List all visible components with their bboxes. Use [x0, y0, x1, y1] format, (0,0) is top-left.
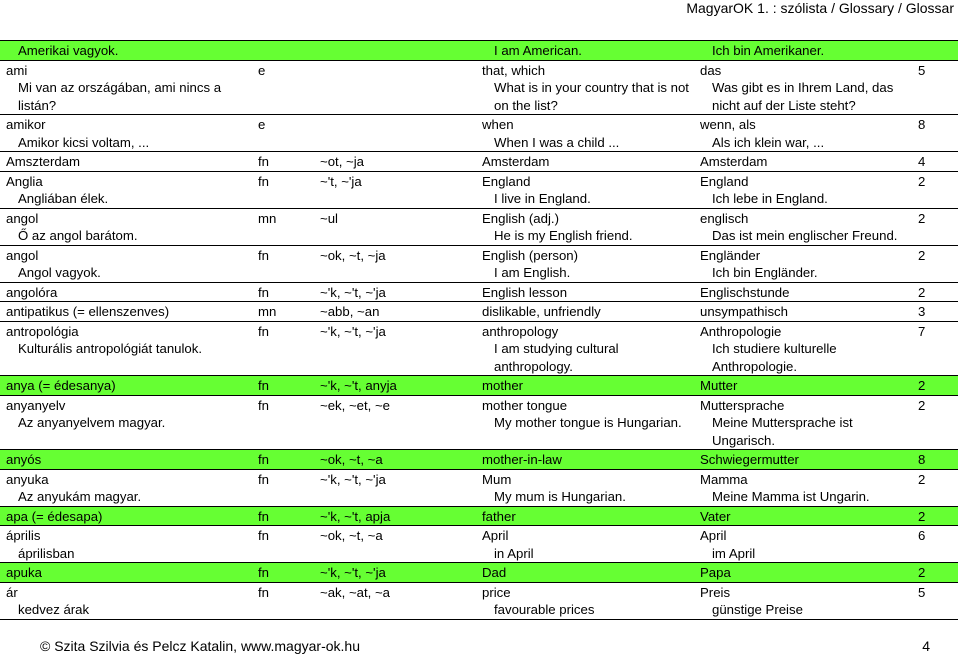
chapter-cell	[916, 171, 958, 208]
chapter-cell	[916, 115, 958, 152]
english-cell-text: English (person)	[482, 247, 579, 263]
inflection-cell-text: ~'t, ~'ja	[320, 173, 362, 189]
german-cell-text: Engländer	[700, 247, 761, 263]
pos-cell	[252, 245, 314, 282]
glossary-table	[0, 40, 958, 620]
pos-cell	[252, 450, 314, 470]
hungarian-cell	[0, 208, 252, 245]
chapter-cell	[916, 395, 958, 450]
inflection-cell-text: ~ok, ~t, ~ja	[320, 247, 386, 263]
chapter-cell-text: 2	[918, 508, 926, 524]
german-cell-text: Mamma	[700, 471, 748, 487]
pos-cell	[252, 115, 314, 152]
hungarian-cell-example: áprilisban	[18, 545, 75, 561]
english-cell	[476, 450, 694, 470]
german-cell-text: englisch	[700, 210, 749, 226]
english-cell-example: What is in your country that is not on the list?	[494, 80, 689, 113]
english-cell-text: that, which	[482, 62, 546, 78]
german-cell	[694, 282, 916, 302]
hungarian-cell	[0, 321, 252, 376]
hungarian-cell-text: április	[6, 528, 41, 543]
pos-cell	[252, 376, 314, 396]
hungarian-cell-text: anyuka	[6, 471, 49, 487]
inflection-cell-text: ~ok, ~t, ~a	[320, 452, 383, 467]
english-cell	[476, 582, 694, 619]
footer-copyright: © Szita Szilvia és Pelcz Katalin, www.magyar-ok.hu	[40, 638, 360, 654]
hungarian-cell	[0, 506, 252, 526]
inflection-cell-text: ~'k, ~'t, apja	[320, 508, 391, 524]
chapter-cell	[916, 506, 958, 526]
pos-cell-text: fn	[258, 323, 269, 339]
german-cell-example: Das ist mein englischer Freund.	[712, 228, 898, 243]
pos-cell	[252, 41, 314, 61]
hungarian-cell	[0, 450, 252, 470]
pos-cell	[252, 208, 314, 245]
german-cell-text: Mutter	[700, 378, 738, 393]
inflection-cell-text: ~ok, ~t, ~a	[320, 528, 383, 543]
inflection-cell	[314, 321, 476, 376]
pos-cell-text: fn	[258, 284, 269, 300]
german-cell-text: Papa	[700, 565, 731, 580]
pos-cell-text: fn	[258, 565, 269, 580]
german-cell-example: Meine Mamma ist Ungarin.	[712, 489, 870, 504]
table-row	[0, 526, 958, 563]
german-cell-text: wenn, als	[700, 117, 756, 132]
chapter-cell	[916, 60, 958, 115]
chapter-cell-text: 5	[918, 62, 926, 78]
pos-cell-text: e	[258, 62, 266, 78]
german-cell-example: Als ich klein war, ...	[712, 134, 825, 150]
table-row	[0, 60, 958, 115]
inflection-cell	[314, 208, 476, 245]
hungarian-cell-example: Amikor kicsi voltam, ...	[18, 134, 150, 150]
english-cell-text: Dad	[482, 565, 507, 580]
page-header	[0, 0, 960, 20]
inflection-cell-text: ~ul	[320, 210, 338, 226]
german-cell-example: Was gibt es in Ihrem Land, das nicht auf der Liste steht?	[712, 80, 894, 113]
inflection-cell-text: ~ak, ~at, ~a	[320, 584, 391, 600]
chapter-cell	[916, 321, 958, 376]
chapter-cell	[916, 582, 958, 619]
inflection-cell	[314, 395, 476, 450]
english-cell	[476, 395, 694, 450]
german-cell-text: das	[700, 62, 722, 78]
pos-cell	[252, 469, 314, 506]
chapter-cell	[916, 526, 958, 563]
german-cell-example: günstige Preise	[712, 602, 803, 617]
hungarian-cell-text: ami	[6, 62, 28, 78]
hungarian-cell	[0, 60, 252, 115]
english-cell	[476, 152, 694, 172]
english-cell-example: My mum is Hungarian.	[494, 489, 626, 504]
english-cell	[476, 115, 694, 152]
chapter-cell-text: 5	[918, 584, 926, 600]
chapter-cell-text: 2	[918, 284, 926, 300]
hungarian-cell	[0, 395, 252, 450]
german-cell-text: Muttersprache	[700, 397, 785, 413]
table-row	[0, 208, 958, 245]
inflection-cell-text: ~'k, ~'t, ~'ja	[320, 565, 386, 580]
english-cell-example: I am English.	[494, 265, 571, 280]
hungarian-cell-text: apuka	[6, 565, 42, 580]
pos-cell	[252, 60, 314, 115]
hungarian-cell-text: angolóra	[6, 284, 58, 300]
inflection-cell	[314, 171, 476, 208]
inflection-cell	[314, 582, 476, 619]
table-row	[0, 171, 958, 208]
german-cell	[694, 450, 916, 470]
english-cell-text: England	[482, 173, 531, 189]
inflection-cell-text: ~'k, ~'t, ~'ja	[320, 471, 386, 487]
hungarian-cell	[0, 376, 252, 396]
table-row	[0, 582, 958, 619]
english-cell-text: mother	[482, 378, 524, 393]
page-number: 4	[922, 638, 930, 654]
english-cell-text: English lesson	[482, 284, 568, 300]
german-cell	[694, 208, 916, 245]
inflection-cell-text: ~ek, ~et, ~e	[320, 397, 391, 413]
table-row	[0, 152, 958, 172]
inflection-cell	[314, 302, 476, 322]
pos-cell-text: fn	[258, 247, 269, 263]
hungarian-cell	[0, 171, 252, 208]
chapter-cell	[916, 208, 958, 245]
english-cell-example: He is my English friend.	[494, 228, 633, 243]
german-cell-example: Ich studiere kulturelle Anthropologie.	[712, 341, 837, 374]
inflection-cell-text: ~'k, ~'t, ~'ja	[320, 284, 386, 300]
pos-cell-text: fn	[258, 452, 269, 467]
pos-cell-text: mn	[258, 304, 277, 319]
hungarian-cell-text: angol	[6, 247, 39, 263]
table-row	[0, 321, 958, 376]
english-cell-example: I live in England.	[494, 191, 591, 206]
pos-cell-text: fn	[258, 508, 269, 524]
english-cell	[476, 469, 694, 506]
english-cell	[476, 171, 694, 208]
english-cell-example: When I was a child ...	[494, 134, 620, 150]
german-cell	[694, 245, 916, 282]
table-row	[0, 302, 958, 322]
english-cell	[476, 282, 694, 302]
hungarian-cell	[0, 282, 252, 302]
german-cell	[694, 115, 916, 152]
pos-cell-text: e	[258, 117, 266, 132]
german-cell-text: Preis	[700, 584, 731, 600]
chapter-cell	[916, 282, 958, 302]
chapter-cell-text: 4	[918, 154, 926, 169]
english-cell-text: English (adj.)	[482, 210, 559, 226]
pos-cell	[252, 321, 314, 376]
chapter-cell-text: 2	[918, 210, 926, 226]
pos-cell	[252, 282, 314, 302]
chapter-cell	[916, 152, 958, 172]
hungarian-cell-example: Angol vagyok.	[18, 265, 101, 280]
hungarian-cell-text: anyanyelv	[6, 397, 66, 413]
german-cell-text: Anthropologie	[700, 323, 782, 339]
inflection-cell	[314, 41, 476, 61]
english-cell	[476, 321, 694, 376]
english-cell-example: My mother tongue is Hungarian.	[494, 415, 682, 430]
english-cell-text: April	[482, 528, 509, 543]
inflection-cell	[314, 469, 476, 506]
hungarian-cell-text: amikor	[6, 117, 46, 132]
chapter-cell	[916, 450, 958, 470]
pos-cell	[252, 506, 314, 526]
pos-cell-text: mn	[258, 210, 277, 226]
german-cell	[694, 60, 916, 115]
german-cell	[694, 469, 916, 506]
german-cell	[694, 395, 916, 450]
hungarian-cell-example: Ő az angol barátom.	[18, 228, 138, 243]
inflection-cell	[314, 60, 476, 115]
hungarian-cell-text: angol	[6, 210, 39, 226]
english-cell	[476, 302, 694, 322]
pos-cell	[252, 395, 314, 450]
hungarian-cell-text: antropológia	[6, 323, 79, 339]
hungarian-cell-example: Az anyanyelvem magyar.	[18, 415, 166, 430]
chapter-cell-text: 8	[918, 452, 926, 467]
german-cell	[694, 506, 916, 526]
german-cell-text: England	[700, 173, 749, 189]
german-cell-example: Ich bin Amerikaner.	[712, 43, 825, 58]
english-cell	[476, 245, 694, 282]
inflection-cell	[314, 506, 476, 526]
inflection-cell	[314, 115, 476, 152]
german-cell	[694, 526, 916, 563]
inflection-cell	[314, 450, 476, 470]
pos-cell-text: fn	[258, 584, 269, 600]
english-cell-text: anthropology	[482, 323, 559, 339]
chapter-cell	[916, 41, 958, 61]
pos-cell	[252, 563, 314, 583]
inflection-cell	[314, 376, 476, 396]
pos-cell-text: fn	[258, 378, 269, 393]
hungarian-cell	[0, 302, 252, 322]
inflection-cell	[314, 245, 476, 282]
table-row	[0, 469, 958, 506]
hungarian-cell-example: Kulturális antropológiát tanulok.	[18, 341, 203, 356]
hungarian-cell	[0, 152, 252, 172]
hungarian-cell-example: Az anyukám magyar.	[18, 489, 142, 504]
german-cell	[694, 563, 916, 583]
english-cell	[476, 208, 694, 245]
german-cell-example: Ich bin Engländer.	[712, 265, 818, 280]
english-cell-example: I am American.	[494, 43, 582, 58]
hungarian-cell-text: Anglia	[6, 173, 43, 189]
chapter-cell	[916, 563, 958, 583]
pos-cell-text: fn	[258, 528, 269, 543]
inflection-cell	[314, 563, 476, 583]
german-cell	[694, 41, 916, 61]
table-row	[0, 376, 958, 396]
hungarian-cell-text: Amszterdam	[6, 154, 81, 169]
pos-cell	[252, 526, 314, 563]
hungarian-cell-text: anyós	[6, 452, 42, 467]
hungarian-cell-example: Angliában élek.	[18, 191, 109, 206]
inflection-cell-text: ~'k, ~'t, anyja	[320, 378, 397, 393]
table-row	[0, 563, 958, 583]
english-cell-example: in April	[494, 545, 534, 561]
german-cell	[694, 302, 916, 322]
hungarian-cell	[0, 115, 252, 152]
german-cell-text: April	[700, 528, 727, 543]
inflection-cell	[314, 152, 476, 172]
table-row	[0, 245, 958, 282]
chapter-cell-text: 8	[918, 117, 926, 132]
german-cell-example: im April	[712, 545, 756, 561]
hungarian-cell	[0, 526, 252, 563]
hungarian-cell	[0, 245, 252, 282]
english-cell-text: father	[482, 508, 516, 524]
english-cell-example: I am studying cultural anthropology.	[494, 341, 619, 374]
chapter-cell-text: 2	[918, 378, 926, 393]
english-cell-text: price	[482, 584, 511, 600]
page-footer	[40, 638, 930, 654]
table-row	[0, 41, 958, 61]
hungarian-cell-text: apa (= édesapa)	[6, 508, 103, 524]
german-cell-text: Vater	[700, 508, 731, 524]
hungarian-cell	[0, 469, 252, 506]
inflection-cell	[314, 282, 476, 302]
english-cell-text: Amsterdam	[482, 154, 550, 169]
chapter-cell-text: 6	[918, 528, 926, 543]
hungarian-cell-text: ár	[6, 584, 18, 600]
table-row	[0, 506, 958, 526]
german-cell	[694, 376, 916, 396]
inflection-cell-text: ~ot, ~ja	[320, 154, 364, 169]
german-cell-text: unsympathisch	[700, 304, 788, 319]
pos-cell	[252, 582, 314, 619]
german-cell	[694, 582, 916, 619]
chapter-cell	[916, 469, 958, 506]
chapter-cell	[916, 302, 958, 322]
german-cell	[694, 152, 916, 172]
chapter-cell-text: 7	[918, 323, 926, 339]
chapter-cell-text: 2	[918, 173, 926, 189]
header-title: MagyarOK 1. : szólista / Glossary / Glossar	[686, 0, 954, 16]
table-row	[0, 282, 958, 302]
german-cell	[694, 321, 916, 376]
german-cell	[694, 171, 916, 208]
hungarian-cell-example: Amerikai vagyok.	[18, 43, 119, 58]
inflection-cell-text: ~'k, ~'t, ~'ja	[320, 323, 386, 339]
chapter-cell	[916, 376, 958, 396]
english-cell	[476, 60, 694, 115]
pos-cell-text: fn	[258, 471, 269, 487]
chapter-cell-text: 2	[918, 397, 926, 413]
chapter-cell-text: 3	[918, 304, 926, 319]
table-row	[0, 450, 958, 470]
english-cell	[476, 563, 694, 583]
german-cell-example: Meine Muttersprache ist Ungarisch.	[712, 415, 853, 448]
table-row	[0, 395, 958, 450]
pos-cell	[252, 302, 314, 322]
pos-cell-text: fn	[258, 397, 269, 413]
hungarian-cell	[0, 582, 252, 619]
german-cell-example: Ich lebe in England.	[712, 191, 828, 206]
inflection-cell	[314, 526, 476, 563]
pos-cell-text: fn	[258, 173, 269, 189]
german-cell-text: Amsterdam	[700, 154, 768, 169]
pos-cell	[252, 171, 314, 208]
english-cell	[476, 526, 694, 563]
pos-cell-text: fn	[258, 154, 269, 169]
german-cell-text: Englischstunde	[700, 284, 790, 300]
english-cell	[476, 41, 694, 61]
pos-cell	[252, 152, 314, 172]
english-cell-text: mother-in-law	[482, 452, 562, 467]
hungarian-cell	[0, 41, 252, 61]
chapter-cell-text: 2	[918, 565, 926, 580]
english-cell-text: Mum	[482, 471, 512, 487]
hungarian-cell-example: kedvez árak	[18, 602, 90, 617]
hungarian-cell-text: antipatikus (= ellenszenves)	[6, 304, 170, 319]
english-cell	[476, 376, 694, 396]
english-cell	[476, 506, 694, 526]
german-cell-text: Schwiegermutter	[700, 452, 799, 467]
chapter-cell-text: 2	[918, 471, 926, 487]
chapter-cell	[916, 245, 958, 282]
hungarian-cell-text: anya (= édesanya)	[6, 378, 116, 393]
english-cell-text: dislikable, unfriendly	[482, 304, 601, 319]
inflection-cell-text: ~abb, ~an	[320, 304, 380, 319]
hungarian-cell-example: Mi van az országában, ami nincs a listán?	[18, 80, 222, 113]
english-cell-example: favourable prices	[494, 602, 595, 617]
english-cell-text: when	[482, 117, 514, 132]
hungarian-cell	[0, 563, 252, 583]
english-cell-text: mother tongue	[482, 397, 568, 413]
chapter-cell-text: 2	[918, 247, 926, 263]
table-row	[0, 115, 958, 152]
